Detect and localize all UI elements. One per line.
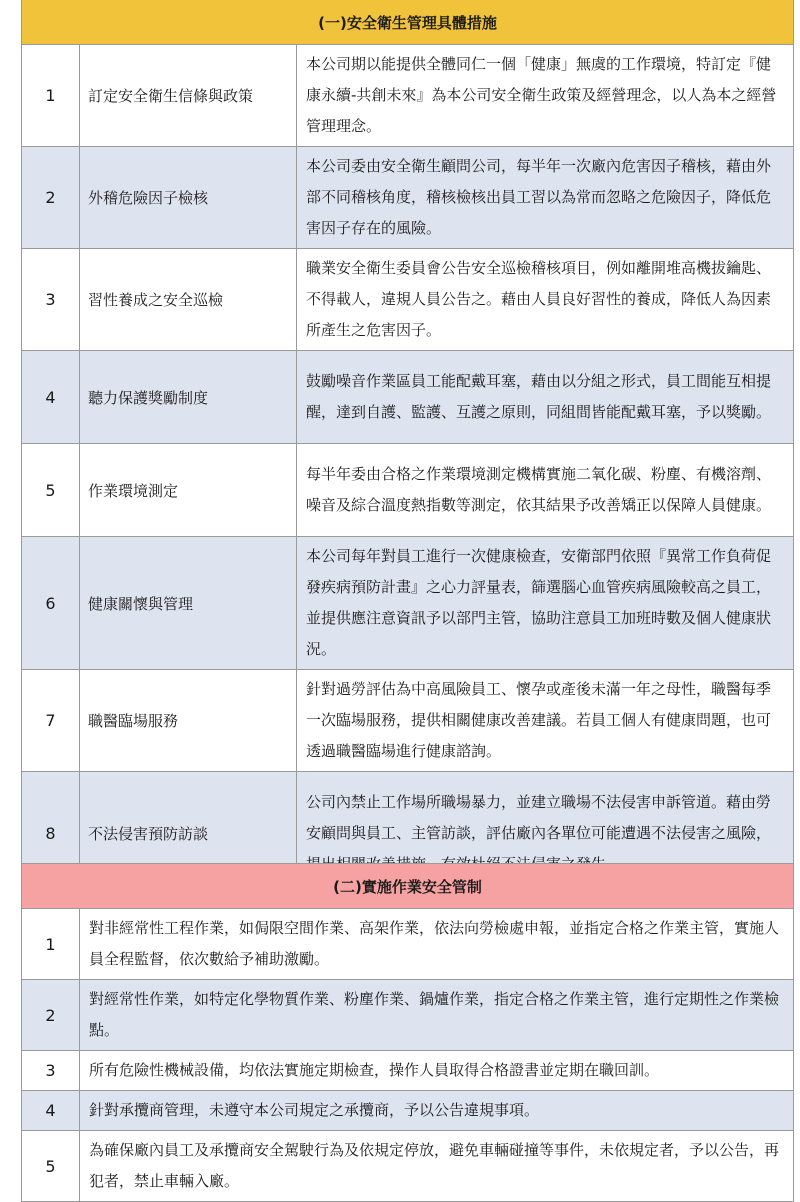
measure-description: 本公司每年對員工進行一次健康檢查，安衛部門依照『異常工作負荷促發疾病預防計畫』之心力評量表，篩選腦心血管疾病風險較高之員工，並提供應注意資訊予以部門主管，協助注意員工加班時數及個人健康狀況。 (297, 537, 794, 670)
measure-name: 健康關懷與管理 (80, 537, 297, 670)
section2-title: (二)實施作業安全管制 (22, 864, 794, 909)
table-row (22, 670, 794, 772)
operation-safety-table (21, 863, 794, 1202)
row-number: 8 (22, 772, 80, 896)
row-number: 2 (22, 980, 80, 1051)
section1-title: (一)安全衛生管理具體措施 (22, 0, 794, 45)
table-row (22, 249, 794, 351)
measure-description: 職業安全衛生委員會公告安全巡檢稽核項目，例如離開堆高機拔鑰匙、不得載人，違規人員公告之。藉由人員良好習性的養成，降低人為因素所產生之危害因子。 (297, 249, 794, 351)
measure-description: 為確保廠內員工及承攬商安全駕駛行為及依規定停放，避免車輛碰撞等事件，未依規定者，予以公告，再犯者，禁止車輛入廠。 (80, 1131, 794, 1202)
table-row (22, 1051, 794, 1091)
safety-management-table (21, 0, 794, 896)
measure-name: 外稽危險因子檢核 (80, 147, 297, 249)
row-number: 7 (22, 670, 80, 772)
measure-description: 公司內禁止工作場所職場暴力，並建立職場不法侵害申訴管道。藉由勞安顧問與員工、主管訪談，評估廠內各單位可能遭遇不法侵害之風險， (297, 772, 794, 896)
table-row (22, 980, 794, 1051)
measure-description: 對非經常性工程作業，如侷限空間作業、高架作業，依法向勞檢處申報，並指定合格之作業主管，實施人員全程監督，依次數給予補助激勵。 (80, 909, 794, 980)
table-row (22, 45, 794, 147)
measure-description: 針對過勞評估為中高風險員工、懷孕或產後未滿一年之母性，職醫每季一次臨場服務，提供相關健康改善建議。若員工個人有健康問題，也可透過職醫臨場進行健康諮詢。 (297, 670, 794, 772)
measure-description: 鼓勵噪音作業區員工能配戴耳塞，藉由以分組之形式，員工間能互相提醒，達到自護、監護、互護之原則，同組間皆能配戴耳塞，予以獎勵。 (297, 351, 794, 444)
measure-description: 針對承攬商管理，未遵守本公司規定之承攬商，予以公告違規事項。 (80, 1091, 794, 1131)
measure-name: 聽力保護獎勵制度 (80, 351, 297, 444)
row-number: 2 (22, 147, 80, 249)
measure-description: 所有危險性機械設備，均依法實施定期檢查，操作人員取得合格證書並定期在職回訓。 (80, 1051, 794, 1091)
row-number: 1 (22, 909, 80, 980)
measure-name: 作業環境測定 (80, 444, 297, 537)
measure-name: 職醫臨場服務 (80, 670, 297, 772)
measure-description: 本公司委由安全衛生顧問公司，每半年一次廠內危害因子稽核，藉由外部不同稽核角度，稽核檢核出員工習以為常而忽略之危險因子，降低危害因子存在的風險。 (297, 147, 794, 249)
measure-name: 訂定安全衛生信條與政策 (80, 45, 297, 147)
section1-header-row (22, 0, 794, 45)
measure-description: 每半年委由合格之作業環境測定機構實施二氧化碳、粉塵、有機溶劑、噪音及綜合溫度熱指數等測定，依其結果予改善矯正以保障人員健康。 (297, 444, 794, 537)
measure-description: 本公司期以能提供全體同仁一個「健康」無虞的工作環境，特訂定『健康永續-共創未來』為本公司安全衛生政策及經營理念，以人為本之經營管理理念。 (297, 45, 794, 147)
table-row (22, 1091, 794, 1131)
row-number: 1 (22, 45, 80, 147)
row-number: 6 (22, 537, 80, 670)
table-row (22, 909, 794, 980)
row-number: 5 (22, 1131, 80, 1202)
row-number: 3 (22, 249, 80, 351)
measure-name: 不法侵害預防訪談 (80, 772, 297, 896)
measure-description: 對經常性作業，如特定化學物質作業、粉塵作業、鍋爐作業，指定合格之作業主管，進行定期性之作業檢點。 (80, 980, 794, 1051)
measure-name: 習性養成之安全巡檢 (80, 249, 297, 351)
table-row (22, 444, 794, 537)
section2-header-row (22, 864, 794, 909)
row-number: 4 (22, 351, 80, 444)
table-row (22, 147, 794, 249)
row-number: 4 (22, 1091, 80, 1131)
row-number: 3 (22, 1051, 80, 1091)
row-number: 5 (22, 444, 80, 537)
table-row (22, 537, 794, 670)
table-row (22, 1131, 794, 1202)
table-row (22, 351, 794, 444)
